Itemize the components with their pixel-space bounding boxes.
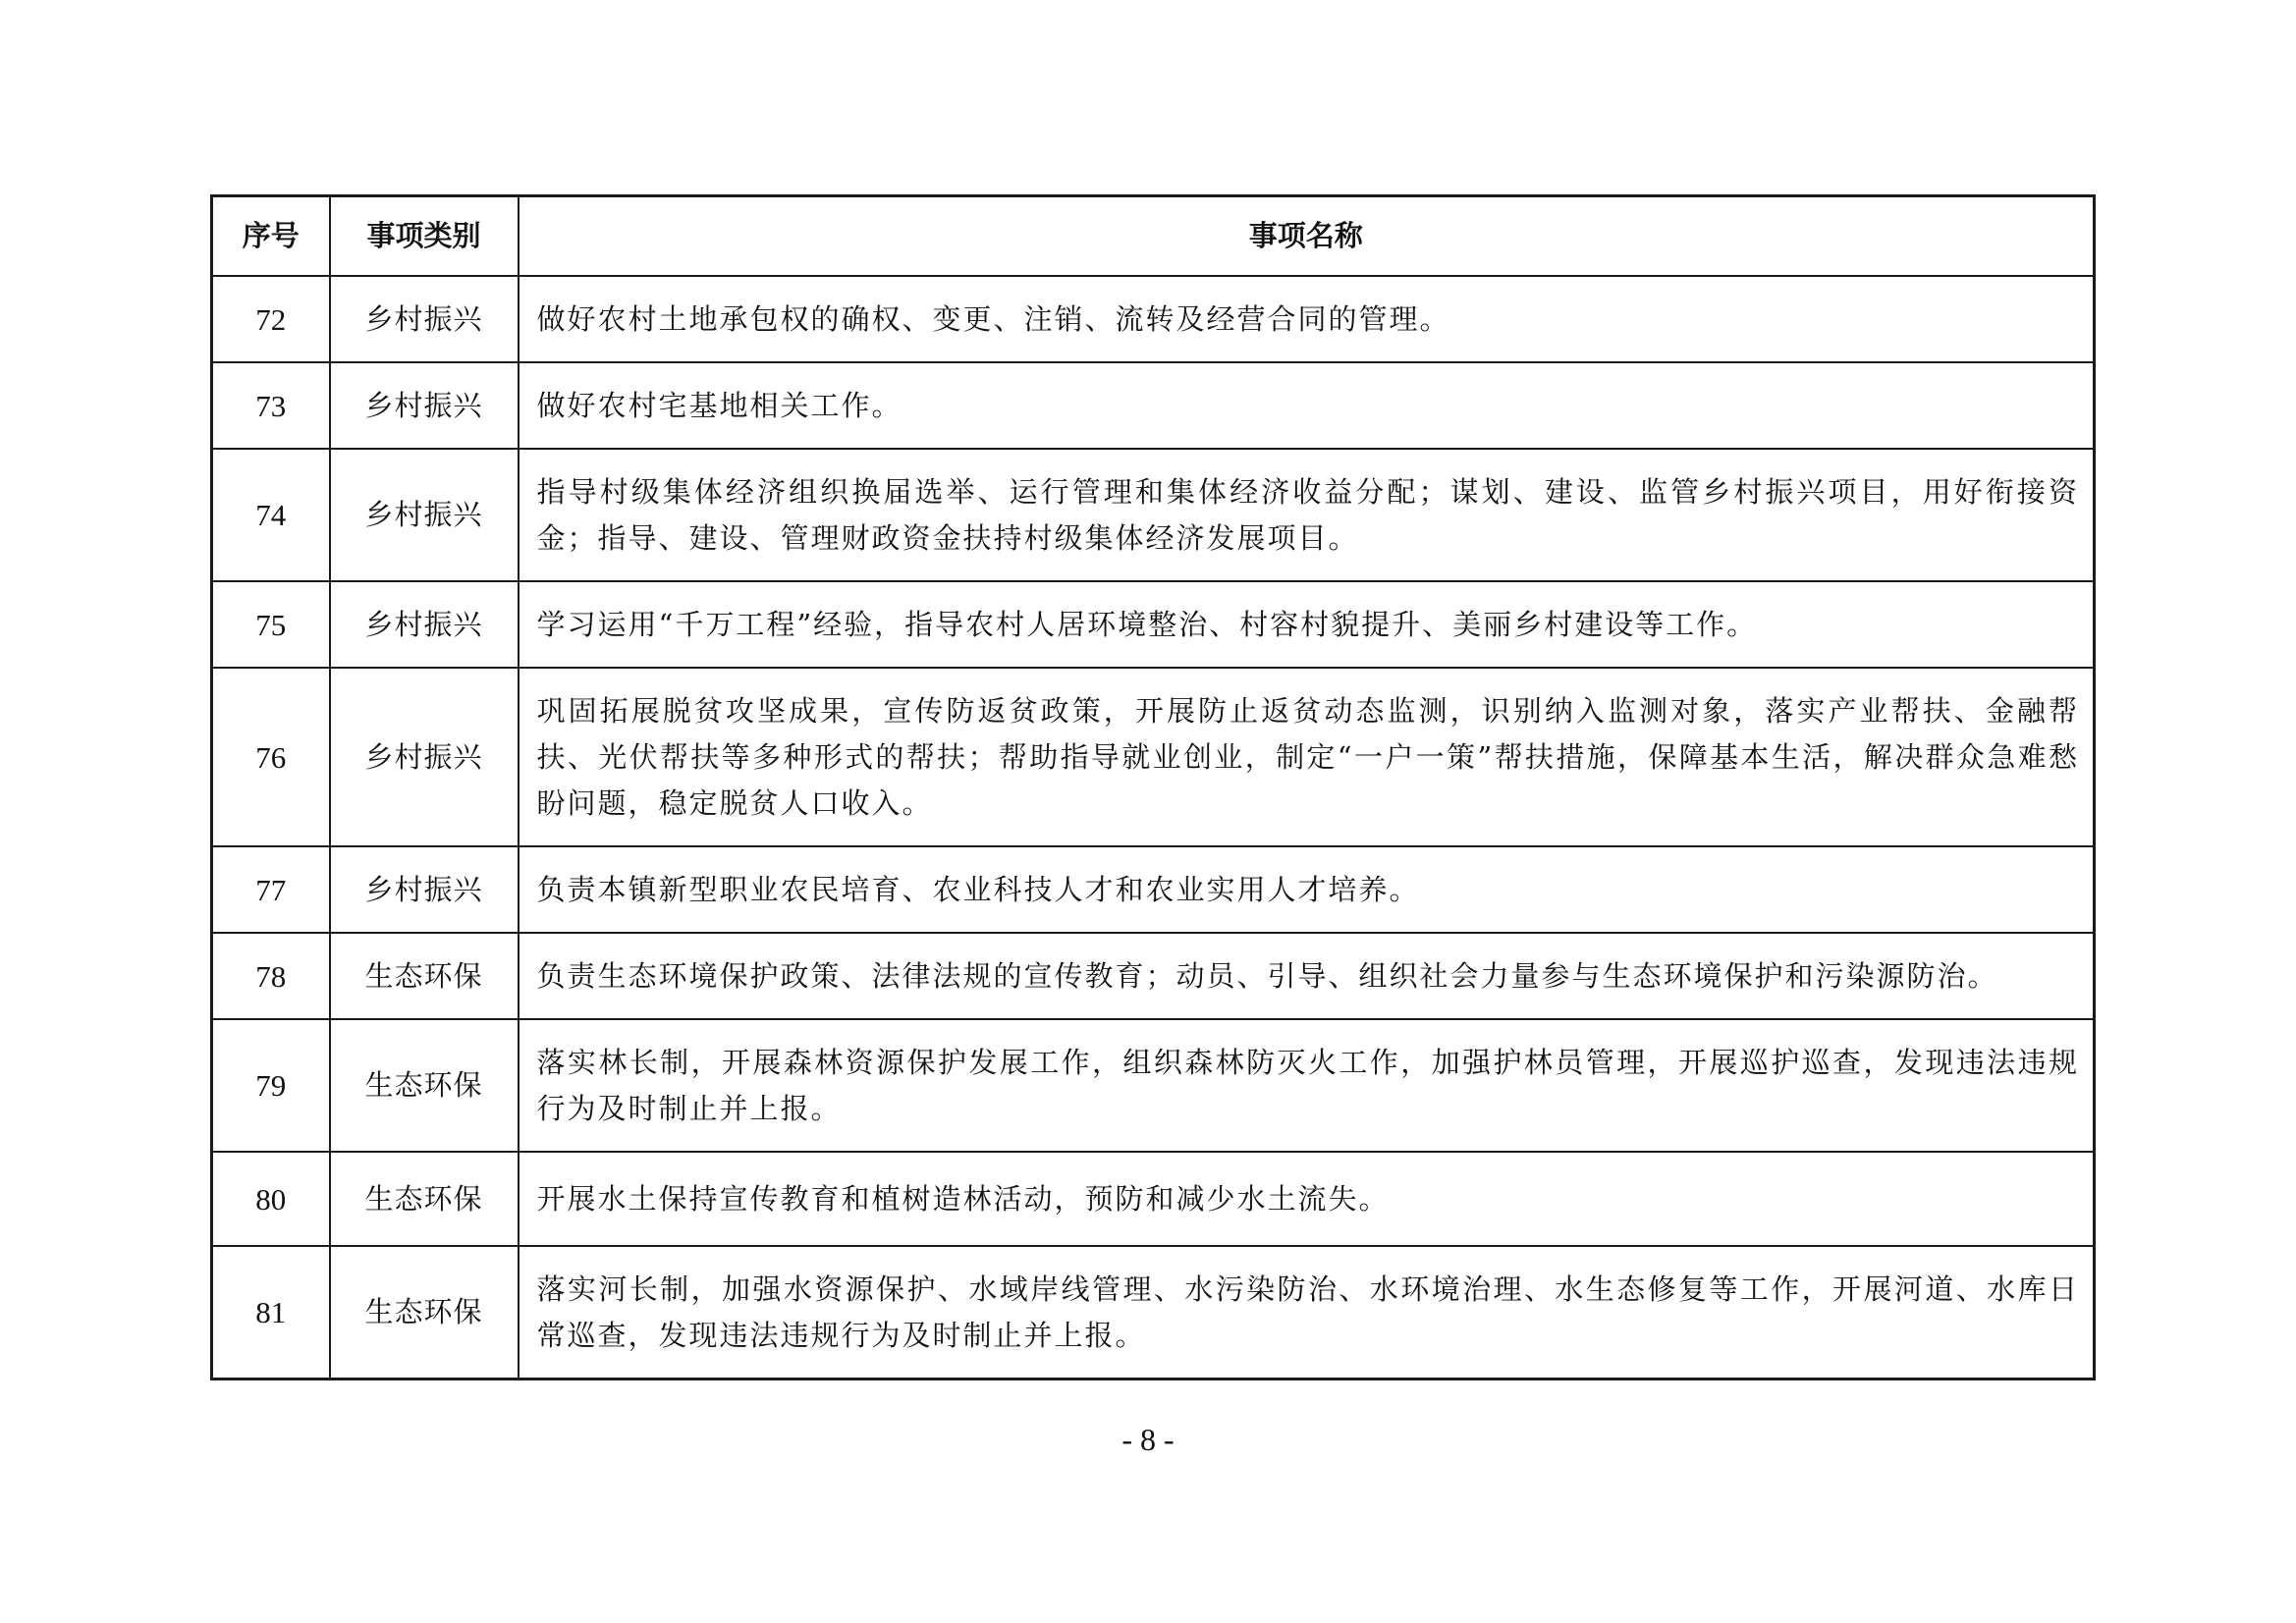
table-row [212,581,2095,668]
table-header-row [212,196,2095,277]
row-serial-number: 78 [212,933,330,1019]
row-item-name: 做好农村宅基地相关工作。 [519,362,2095,449]
table-row [212,1019,2095,1152]
row-item-name: 开展水土保持宣传教育和植树造林活动，预防和减少水土流失。 [519,1152,2095,1246]
table-row [212,276,2095,362]
row-category: 生态环保 [330,1152,519,1246]
row-category: 生态环保 [330,1246,519,1380]
row-item-name: 落实河长制，加强水资源保护、水域岸线管理、水污染防治、水环境治理、水生态修复等工作，开展河道、水库日常巡查，发现违法违规行为及时制止并上报。 [519,1246,2095,1380]
table-row [212,668,2095,846]
table-row [212,449,2095,581]
row-category: 乡村振兴 [330,846,519,933]
row-category: 乡村振兴 [330,449,519,581]
header-serial-number: 序号 [212,196,330,277]
row-serial-number: 76 [212,668,330,846]
row-serial-number: 77 [212,846,330,933]
row-category: 乡村振兴 [330,668,519,846]
row-item-name: 指导村级集体经济组织换届选举、运行管理和集体经济收益分配；谋划、建设、监管乡村振兴项目，用好衔接资金；指导、建设、管理财政资金扶持村级集体经济发展项目。 [519,449,2095,581]
table-row [212,933,2095,1019]
row-serial-number: 73 [212,362,330,449]
matters-table [210,194,2096,1380]
row-item-name: 巩固拓展脱贫攻坚成果，宣传防返贫政策，开展防止返贫动态监测，识别纳入监测对象，落实产业帮扶、金融帮扶、光伏帮扶等多种形式的帮扶；帮助指导就业创业，制定“一户一策”帮扶措施，保障基本生活，解决群众急难愁盼问题，稳定脱贫人口收入。 [519,668,2095,846]
row-serial-number: 80 [212,1152,330,1246]
row-serial-number: 72 [212,276,330,362]
header-category: 事项类别 [330,196,519,277]
table-row [212,362,2095,449]
page-number: - 8 - [1121,1422,1175,1457]
row-serial-number: 81 [212,1246,330,1380]
row-category: 乡村振兴 [330,276,519,362]
row-category: 乡村振兴 [330,581,519,668]
row-item-name: 负责生态环境保护政策、法律法规的宣传教育；动员、引导、组织社会力量参与生态环境保护和污染源防治。 [519,933,2095,1019]
row-serial-number: 79 [212,1019,330,1152]
row-category: 生态环保 [330,1019,519,1152]
row-item-name: 做好农村土地承包权的确权、变更、注销、流转及经营合同的管理。 [519,276,2095,362]
row-serial-number: 74 [212,449,330,581]
row-category: 生态环保 [330,933,519,1019]
header-item-name: 事项名称 [519,196,2095,277]
table-row [212,1246,2095,1380]
row-item-name: 负责本镇新型职业农民培育、农业科技人才和农业实用人才培养。 [519,846,2095,933]
row-serial-number: 75 [212,581,330,668]
row-item-name: 学习运用“千万工程”经验，指导农村人居环境整治、村容村貌提升、美丽乡村建设等工作。 [519,581,2095,668]
row-category: 乡村振兴 [330,362,519,449]
table-row [212,846,2095,933]
table-row [212,1152,2095,1246]
row-item-name: 落实林长制，开展森林资源保护发展工作，组织森林防灭火工作，加强护林员管理，开展巡护巡查，发现违法违规行为及时制止并上报。 [519,1019,2095,1152]
